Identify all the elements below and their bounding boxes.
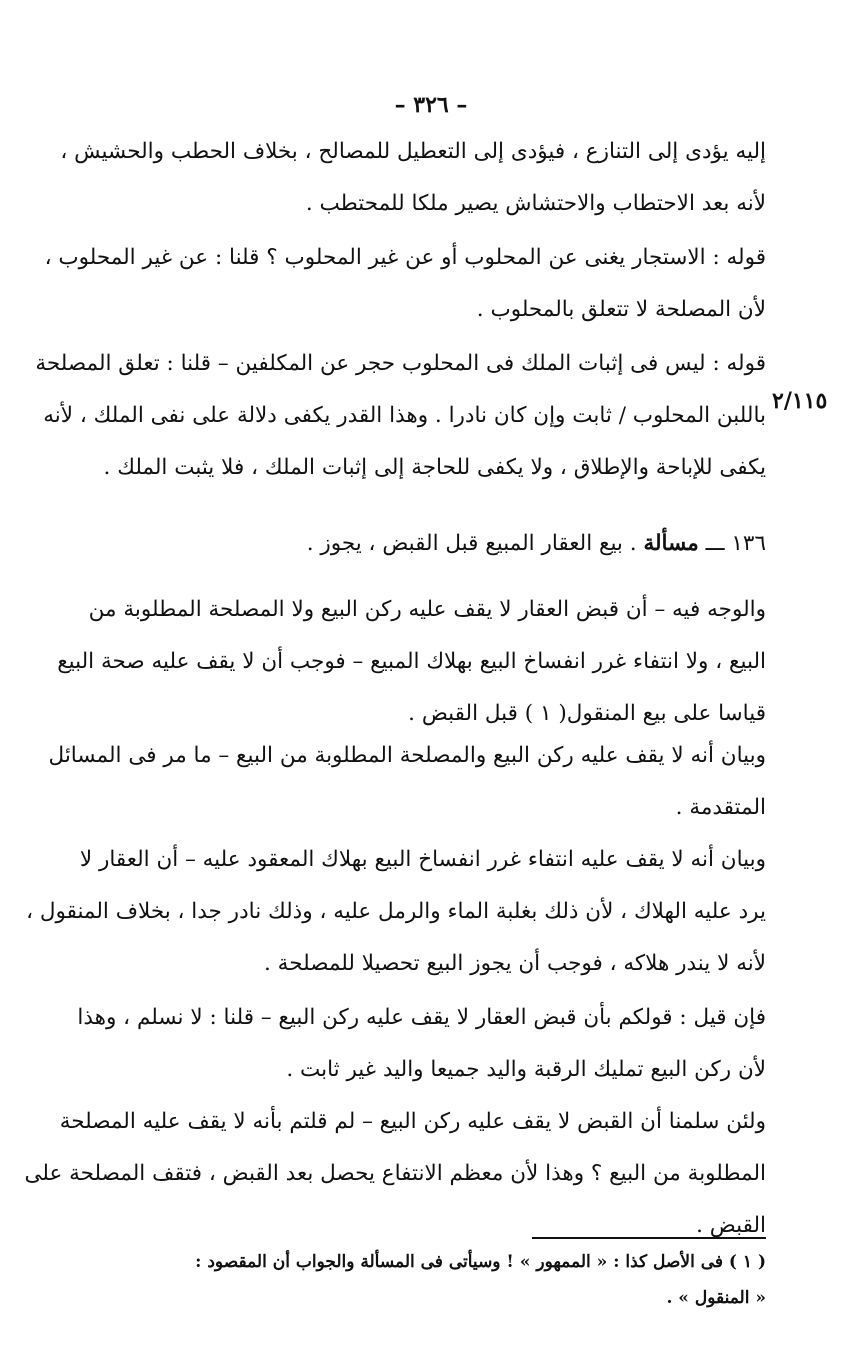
text-line: لأن ركن البيع تمليك الرقبة واليد جميعا واليد غير ثابت .: [286, 1057, 766, 1082]
footnote-divider: [532, 1237, 766, 1239]
issue-keyword: مسألة: [643, 531, 699, 556]
footnote: [58, 1244, 766, 1316]
text-line: باللبن المحلوب / ثابت وإن كان نادرا . وهذا القدر يكفى دلالة على نفى الملك ، لأنه: [43, 403, 766, 428]
paragraph-istijar: [44, 232, 766, 336]
paragraph-bayan-2: [26, 834, 766, 990]
footnote-line: « المنقول » .: [666, 1288, 766, 1308]
heading-line: [58, 518, 766, 570]
paragraph-wajh: [58, 584, 766, 740]
issue-title: . بيع العقار المبيع قبل القبض ، يجوز .: [306, 531, 637, 556]
text-line: إليه يؤدى إلى التنازع ، فيؤدى إلى التعطيل للمصالح ، بخلاف الحطب والحشيش ،: [60, 139, 766, 164]
text-line: وبيان أنه لا يقف عليه ركن البيع والمصلحة المطلوبة من البيع – ما مر فى المسائل: [48, 743, 766, 768]
paragraph-objection: [58, 992, 766, 1096]
text-line: المتقدمة .: [675, 795, 766, 820]
issue-heading: [58, 518, 766, 570]
text-line: لأن المصلحة لا تتعلق بالمحلوب .: [476, 297, 766, 322]
text-line: المطلوبة من البيع ؟ وهذا لأن معظم الانتفاع يحصل بعد القبض ، فتقف المصلحة على: [24, 1161, 766, 1186]
paragraph-bayan-1: [48, 730, 766, 834]
text-line: ولئن سلمنا أن القبض لا يقف عليه ركن البيع – لم قلتم بأنه لا يقف عليه المصلحة: [59, 1109, 766, 1134]
text-line: البيع ، ولا انتفاء غرر انفساخ البيع بهلاك المبيع – فوجب أن لا يقف عليه صحة البيع: [57, 649, 766, 674]
footnote-line: ( ١ ) فى الأصل كذا : « الممهور » ! وسيأتى فى المسألة والجواب أن المقصود :: [195, 1252, 766, 1272]
text-line: لأنه بعد الاحتطاب والاحتشاش يصير ملكا للمحتطب .: [305, 191, 766, 216]
text-line: القبض .: [696, 1213, 766, 1238]
text-line: لأنه لا يندر هلاكه ، فوجب أن يجوز البيع تحصيلا للمصلحة .: [264, 951, 766, 976]
text-line: فإن قيل : قولكم بأن قبض العقار لا يقف عليه ركن البيع – قلنا : لا نسلم ، وهذا: [77, 1005, 766, 1030]
text-line: والوجه فيه – أن قبض العقار لا يقف عليه ركن البيع ولا المصلحة المطلوبة من: [88, 597, 766, 622]
margin-folio-reference: ٢/١١٥: [772, 388, 828, 414]
text-line: قوله : الاستجار يغنى عن المحلوب أو عن غير المحلوب ؟ قلنا : عن غير المحلوب ،: [44, 245, 766, 270]
page-number: – ٣٢٦ –: [394, 92, 468, 118]
text-line: يرد عليه الهلاك ، لأن ذلك بغلبة الماء والرمل عليه ، وذلك نادر جدا ، بخلاف المنقول ،: [26, 899, 766, 924]
paragraph-concession: [24, 1096, 766, 1252]
text-line: قوله : ليس فى إثبات الملك فى المحلوب حجر عن المكلفين – قلنا : تعلق المصلحة: [35, 351, 766, 376]
text-line: وبيان أنه لا يقف عليه انتفاء غرر انفساخ البيع بهلاك المعقود عليه – أن العقار لا: [79, 847, 766, 872]
text-line: قياسا على بيع المنقول( ١ ) قبل القبض .: [408, 701, 766, 726]
paragraph-milk: [35, 338, 766, 494]
text-line: يكفى للإباحة والإطلاق ، ولا يكفى للحاجة إلى إثبات الملك ، فلا يثبت الملك .: [103, 455, 766, 480]
paragraph-continuation: [58, 126, 766, 230]
issue-number: ١٣٦ ـــ: [705, 531, 766, 556]
